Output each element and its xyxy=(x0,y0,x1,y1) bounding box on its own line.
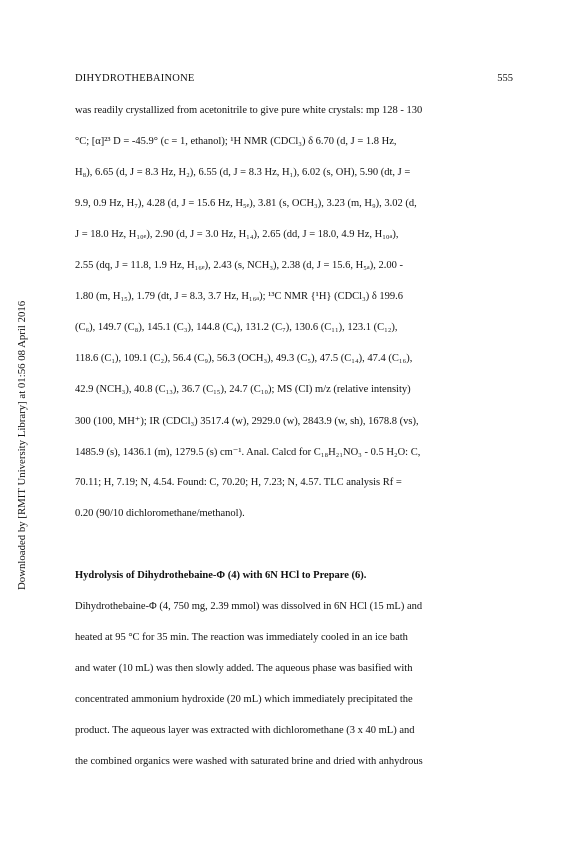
paragraph-2-line: concentrated ammonium hydroxide (20 mL) which immediately precipitated the xyxy=(75,694,413,705)
paragraph-1-line: 2.55 (dq, J = 11.8, 1.9 Hz, H₁₆ₑ), 2.43 (s, NCH₃), 2.38 (d, J = 15.6, H₅ₐ), 2.00 - xyxy=(75,260,403,271)
section-heading: Hydrolysis of Dihydrothebaine-Φ (4) with 6N HCl to Prepare (6). xyxy=(75,570,367,581)
paragraph-2-line: the combined organics were washed with saturated brine and dried with anhydrous xyxy=(75,756,423,767)
paragraph-1-line: (C₆), 149.7 (C₈), 145.1 (C₃), 144.8 (C₄), 131.2 (C₇), 130.6 (C₁₁), 123.1 (C₁₂), xyxy=(75,322,398,333)
running-title: DIHYDROTHEBAINONE xyxy=(75,73,195,84)
paragraph-1-line: 1485.9 (s), 1436.1 (m), 1279.5 (s) cm⁻¹. Anal. Calcd for C₁₈H₂₁NO₃ - 0.5 H₂O: C, xyxy=(75,447,421,458)
paragraph-2-line: product. The aqueous layer was extracted with dichloromethane (3 x 40 mL) and xyxy=(75,725,415,736)
paragraph-1-line: °C; [α]²³ D = -45.9° (c = 1, ethanol); ¹H NMR (CDCl₃) δ 6.70 (d, J = 1.8 Hz, xyxy=(75,136,397,147)
page-number: 555 xyxy=(497,73,513,84)
paragraph-2-line: and water (10 mL) was then slowly added. The aqueous phase was basified with xyxy=(75,663,413,674)
paragraph-1-line: 70.11; H, 7.19; N, 4.54. Found: C, 70.20; H, 7.23; N, 4.57. TLC analysis Rf = xyxy=(75,477,402,488)
paragraph-1-line: was readily crystallized from acetonitrile to give pure white crystals: mp 128 - 130 xyxy=(75,105,423,116)
paragraph-1-line: 118.6 (C₁), 109.1 (C₂), 56.4 (C₉), 56.3 (OCH₃), 49.3 (C₅), 47.5 (C₁₄), 47.4 (C₁₆), xyxy=(75,353,413,364)
download-notice: Downloaded by [RMIT University Library] at 01:56 08 April 2016 xyxy=(16,300,28,590)
paragraph-1-line: H₈), 6.65 (d, J = 8.3 Hz, H₂), 6.55 (d, J = 8.3 Hz, H₁), 6.02 (s, OH), 5.90 (dt, J = xyxy=(75,167,411,178)
paragraph-1-line: 0.20 (90/10 dichloromethane/methanol). xyxy=(75,508,245,519)
paragraph-1-line: 1.80 (m, H₁₅), 1.79 (dt, J = 8.3, 3.7 Hz, H₁₆ₐ); ¹³C NMR {¹H} (CDCl₃) δ 199.6 xyxy=(75,291,404,302)
paragraph-1-line: 300 (100, MH⁺); IR (CDCl₃) 3517.4 (w), 2929.0 (w), 2843.9 (w, sh), 1678.8 (vs), xyxy=(75,416,419,427)
page-header xyxy=(75,73,513,89)
paragraph-1-line: J = 18.0 Hz, H₁₀ₑ), 2.90 (d, J = 3.0 Hz, H₁₄), 2.65 (dd, J = 18.0, 4.9 Hz, H₁₀ₐ), xyxy=(75,229,399,240)
paragraph-1-line: 9.9, 0.9 Hz, H₇), 4.28 (d, J = 15.6 Hz, H₅ₑ), 3.81 (s, OCH₃), 3.23 (m, H₉), 3.02 (d, xyxy=(75,198,417,209)
paragraph-1-line: 42.9 (NCH₃), 40.8 (C₁₃), 36.7 (C₁₅), 24.7 (C₁₀); MS (CI) m/z (relative intensity) xyxy=(75,384,411,395)
paragraph-2-line: heated at 95 °C for 35 min. The reaction was immediately cooled in an ice bath xyxy=(75,632,408,643)
paragraph-2-line: Dihydrothebaine-Φ (4, 750 mg, 2.39 mmol) was dissolved in 6N HCl (15 mL) and xyxy=(75,601,423,612)
